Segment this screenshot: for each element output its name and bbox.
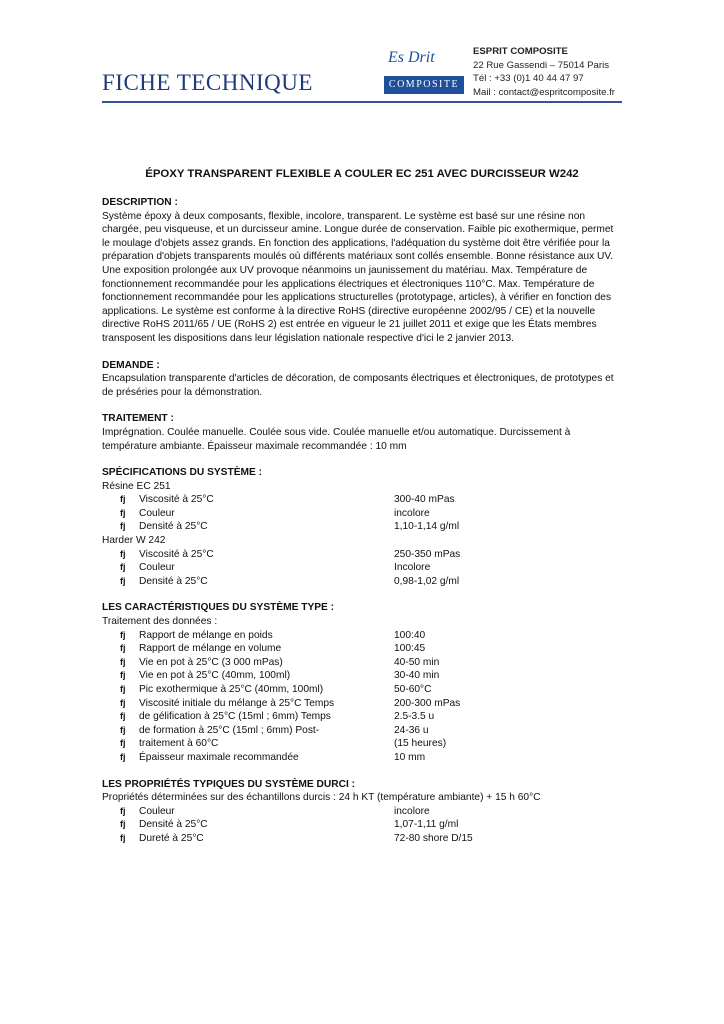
- spec-value: 250-350 mPas: [394, 548, 461, 560]
- carac-row: [102, 642, 622, 656]
- prop-label: Dureté à 25°C: [139, 832, 204, 844]
- carac-row: [102, 697, 622, 711]
- carac-label: de formation à 25°C (15ml ; 6mm) Post-: [139, 724, 320, 736]
- specs-group-label: Résine EC 251: [102, 480, 171, 492]
- carac-value: 100:40: [394, 629, 426, 641]
- prop-row: [102, 832, 622, 846]
- logo-script-text: Es Drit: [388, 49, 435, 66]
- carac-row: [102, 629, 622, 643]
- prop-value: 1,07-1,11 g/ml: [394, 819, 459, 831]
- carac-label: Rapport de mélange en volume: [139, 643, 282, 655]
- bullet-icon: fj: [120, 643, 126, 654]
- spec-label: Viscosité à 25°C: [139, 494, 214, 506]
- contact-block: [473, 45, 615, 99]
- carac-row: [102, 737, 622, 751]
- bullet-icon: fj: [120, 684, 126, 694]
- carac-value: 40-50 min: [394, 656, 440, 668]
- carac-row: [102, 656, 622, 670]
- caracteristiques-heading: LES CARACTÉRISTIQUES DU SYSTÈME TYPE :: [102, 602, 335, 614]
- bullet-icon: fj: [120, 629, 126, 640]
- spec-row: [102, 575, 622, 589]
- bullet-icon: fj: [120, 575, 126, 586]
- demande-heading: DEMANDE :: [102, 359, 160, 371]
- proprietes-section: [102, 778, 622, 846]
- bullet-icon: fj: [120, 697, 126, 708]
- caracteristiques-section: [102, 601, 622, 764]
- carac-value: 100:45: [394, 643, 426, 655]
- spec-value: incolore: [394, 507, 430, 519]
- bullet-icon: fj: [120, 711, 126, 722]
- specs-section: [102, 466, 622, 588]
- bullet-icon: fj: [120, 832, 126, 843]
- bullet-icon: fj: [120, 819, 126, 830]
- description-heading: DESCRIPTION :: [102, 197, 178, 208]
- spec-value: 0,98-1,02 g/ml: [394, 575, 460, 587]
- carac-row: [102, 724, 622, 738]
- spec-row: [102, 493, 622, 507]
- description-section: [102, 196, 622, 346]
- page-title: FICHE TECHNIQUE: [102, 70, 313, 95]
- spec-row: [102, 520, 622, 534]
- proprietes-sub: Propriétés déterminées sur des échantillons durcis : 24 h KT (température ambiante) + 15 h 60°C: [102, 792, 541, 804]
- carac-label: Viscosité initiale du mélange à 25°C Temps: [139, 697, 335, 709]
- prop-row: [102, 805, 622, 819]
- bullet-icon: fj: [120, 751, 126, 762]
- spec-row: [102, 507, 622, 521]
- traitement-text: Imprégnation. Coulée manuelle. Coulée sous vide. Coulée manuelle et/ou automatique. Durcissement à température ambiante. Épaisseur maximale recommandée : 10 mm: [102, 426, 571, 452]
- spec-label: Viscosité à 25°C: [139, 548, 214, 560]
- bullet-icon: fj: [120, 656, 126, 667]
- company-logo: [384, 40, 464, 100]
- bullet-icon: fj: [120, 562, 126, 573]
- carac-label: Épaisseur maximale recommandée: [139, 751, 299, 763]
- traitement-heading: TRAITEMENT :: [102, 413, 174, 425]
- company-name: ESPRIT COMPOSITE: [473, 46, 568, 57]
- carac-label: Vie en pot à 25°C (40mm, 100ml): [139, 670, 291, 682]
- specs-heading: SPÉCIFICATIONS DU SYSTÈME :: [102, 467, 262, 479]
- prop-label: Densité à 25°C: [139, 819, 208, 831]
- spec-row: [102, 548, 622, 562]
- carac-value: 50-60°C: [394, 684, 432, 695]
- company-address: 22 Rue Gassendi – 75014 Paris: [473, 59, 609, 71]
- carac-label: de gélification à 25°C (15ml ; 6mm) Temps: [139, 711, 331, 723]
- prop-row: [102, 818, 622, 832]
- carac-label: Rapport de mélange en poids: [139, 629, 273, 641]
- bullet-icon: fj: [120, 805, 126, 816]
- spec-label: Couleur: [139, 507, 175, 519]
- bullet-icon: fj: [120, 670, 126, 681]
- carac-value: 10 mm: [394, 751, 426, 763]
- spec-row: [102, 561, 622, 575]
- prop-value: 72-80 shore D/15: [394, 832, 473, 844]
- document-title: ÉPOXY TRANSPARENT FLEXIBLE A COULER EC 251 AVEC DURCISSEUR W242: [145, 168, 579, 180]
- prop-label: Couleur: [139, 805, 175, 817]
- company-email: Mail : contact@espritcomposite.fr: [473, 86, 615, 98]
- spec-value: 300-40 mPas: [394, 494, 455, 506]
- carac-value: 30-40 min: [394, 670, 440, 682]
- carac-row: [102, 710, 622, 724]
- carac-value: 24-36 u: [394, 724, 429, 736]
- document-content: [102, 196, 622, 846]
- logo-banner-text: COMPOSITE: [384, 76, 464, 94]
- carac-row: [102, 669, 622, 683]
- carac-value: 2.5-3.5 u: [394, 711, 435, 723]
- traitement-section: [102, 412, 622, 453]
- proprietes-heading: LES PROPRIÉTÉS TYPIQUES DU SYSTÈME DURCI :: [102, 778, 356, 790]
- demande-text: Encapsulation transparente d'articles de décoration, de composants électriques et électroniques, de prototypes et de préséries pour la démonstration.: [102, 373, 614, 398]
- bullet-icon: fj: [120, 521, 126, 532]
- bullet-icon: fj: [120, 724, 126, 735]
- prop-value: incolore: [394, 805, 430, 817]
- spec-value: Incolore: [394, 562, 431, 574]
- carac-label: Pic exothermique à 25°C (40mm, 100ml): [139, 684, 324, 695]
- bullet-icon: fj: [120, 738, 126, 749]
- carac-row: [102, 683, 622, 697]
- bullet-icon: fj: [120, 507, 126, 518]
- spec-label: Densité à 25°C: [139, 575, 208, 587]
- carac-label: Vie en pot à 25°C (3 000 mPas): [139, 656, 283, 668]
- carac-value: 200-300 mPas: [394, 697, 461, 709]
- demande-section: [102, 359, 622, 400]
- bullet-icon: fj: [120, 494, 126, 505]
- spec-value: 1,10-1,14 g/ml: [394, 521, 460, 533]
- specs-group-label: Harder W 242: [102, 535, 166, 547]
- description-text: Système époxy à deux composants, flexible, incolore, transparent. Le système est basé sur une résine non chargée, peu visqueuse, et un durcisseur amine. Longue durée de conservation. Faible pic exothermique, permet le moulage d'objets assez grands. En fonction des applications, l'adéquation du système doit être vérifiée pour la préparation d'objets transparents moulés où différents matériaux sont collés ensemble. Bonne résistance aux UV. Une exposition prolongée aux UV provoque néanmoins un jaunissement du matériau. Max. Température de fonctionnement recommandée pour les applications électriques et électroniques 110°C. Max. Température de fonctionnement recommandée pour les applications structurelles (prototypage, articles), à vérifier en fonction des applications. Le système est conforme à la directive RoHS (directive européenne 2002/95 / CE) et la nouvelle directive RoHS 2011/65 / UE (RoHS 2) est entrée en vigueur le 21 juillet 2011 et exige que les États membres transposent les dispositions dans leur législation nationale respective d'ici le 2 janvier 2013.: [102, 210, 614, 344]
- spec-label: Densité à 25°C: [139, 521, 208, 533]
- company-phone: Tél : +33 (0)1 40 44 47 97: [473, 73, 584, 85]
- bullet-icon: fj: [120, 548, 126, 559]
- spec-label: Couleur: [139, 562, 175, 574]
- carac-value: (15 heures): [394, 738, 447, 750]
- title-rule: [102, 101, 622, 103]
- caracteristiques-sub: Traitement des données :: [102, 616, 218, 628]
- carac-row: [102, 751, 622, 765]
- carac-label: traitement à 60°C: [139, 738, 219, 750]
